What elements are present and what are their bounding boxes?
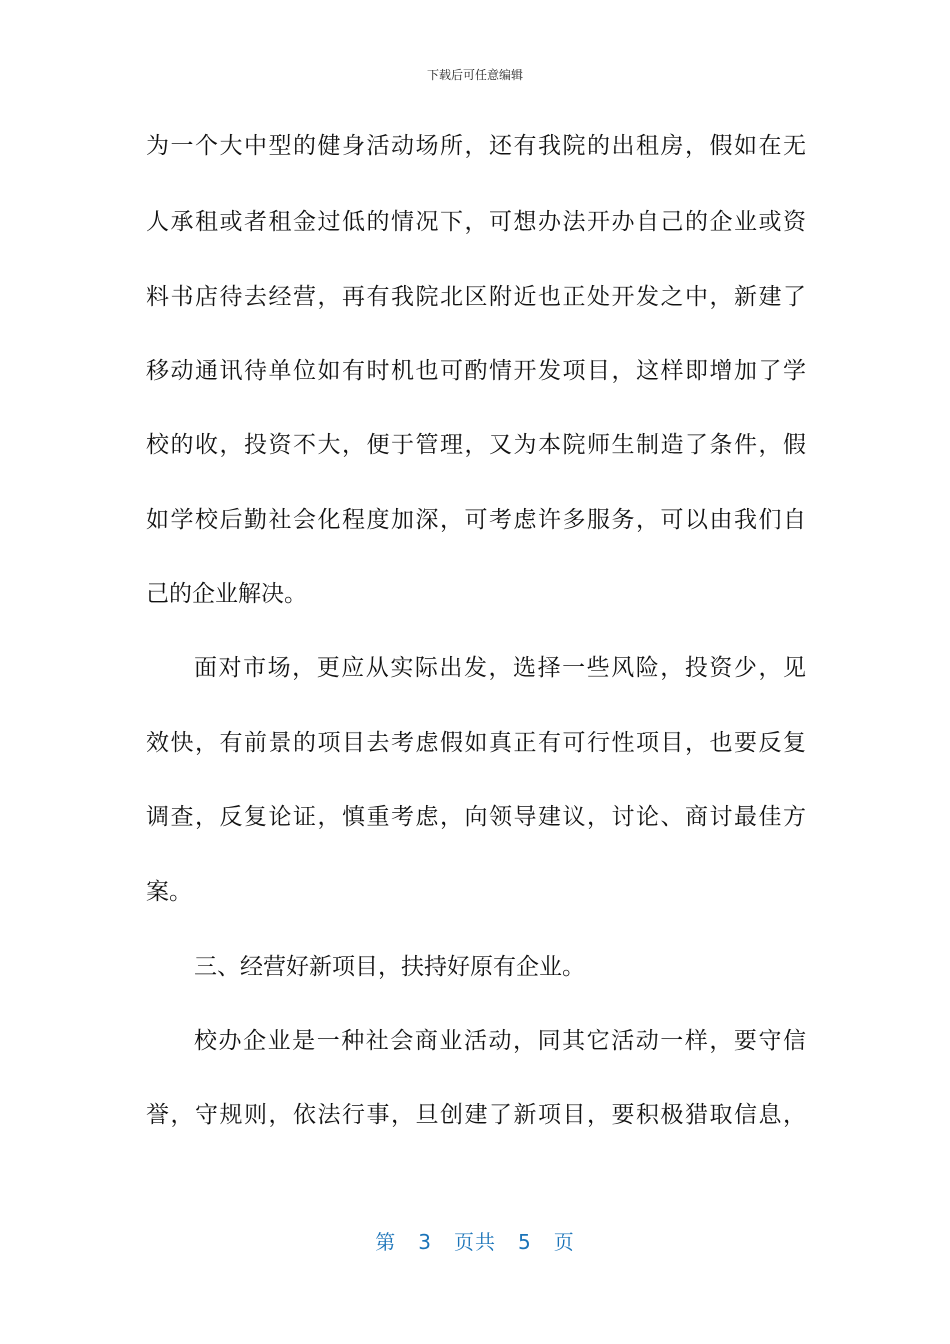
body-line-2: 人承租或者租金过低的情况下，可想办法开办自己的企业或资 [146, 209, 806, 235]
body-line-5: 校的收，投资不大，便于管理，又为本院师生制造了条件，假 [146, 432, 806, 458]
body-line-9: 效快，有前景的项目去考虑假如真正有可行性项目，也要反复 [146, 730, 806, 756]
current-page-number: 3 [418, 1230, 432, 1254]
paragraph-first-line: 面对市场，更应从实际出发，选择一些风险，投资少，见 [194, 655, 806, 681]
body-line-4: 移动通讯待单位如有时机也可酌情开发项目，这样即增加了学 [146, 358, 806, 384]
body-line-11: 案。 [146, 879, 192, 905]
header-note: 下载后可任意编辑 [426, 68, 523, 82]
body-line-10: 调查，反复论证，慎重考虑，向领导建议，讨论、商讨最佳方 [146, 804, 806, 830]
body-line-14: 誉，守规则，依法行事，旦创建了新项目，要积极猎取信息， [146, 1102, 806, 1128]
body-line-1: 为一个大中型的健身活动场所，还有我院的出租房，假如在无 [146, 133, 806, 159]
footer-middle: 页共 [454, 1230, 496, 1254]
section-heading: 三、经营好新项目，扶持好原有企业。 [194, 954, 585, 980]
page-footer [0, 1226, 950, 1255]
total-pages-number: 5 [518, 1230, 532, 1254]
body-line-6: 如学校后勤社会化程度加深，可考虑许多服务，可以由我们自 [146, 507, 806, 533]
footer-prefix: 第 [375, 1230, 397, 1254]
body-line-3: 料书店待去经营，再有我院北区附近也正处开发之中，新建了 [146, 284, 806, 310]
footer-suffix: 页 [553, 1230, 575, 1254]
paragraph-first-line: 校办企业是一种社会商业活动，同其它活动一样，要守信 [194, 1028, 806, 1054]
body-line-7: 己的企业解决。 [146, 581, 307, 607]
